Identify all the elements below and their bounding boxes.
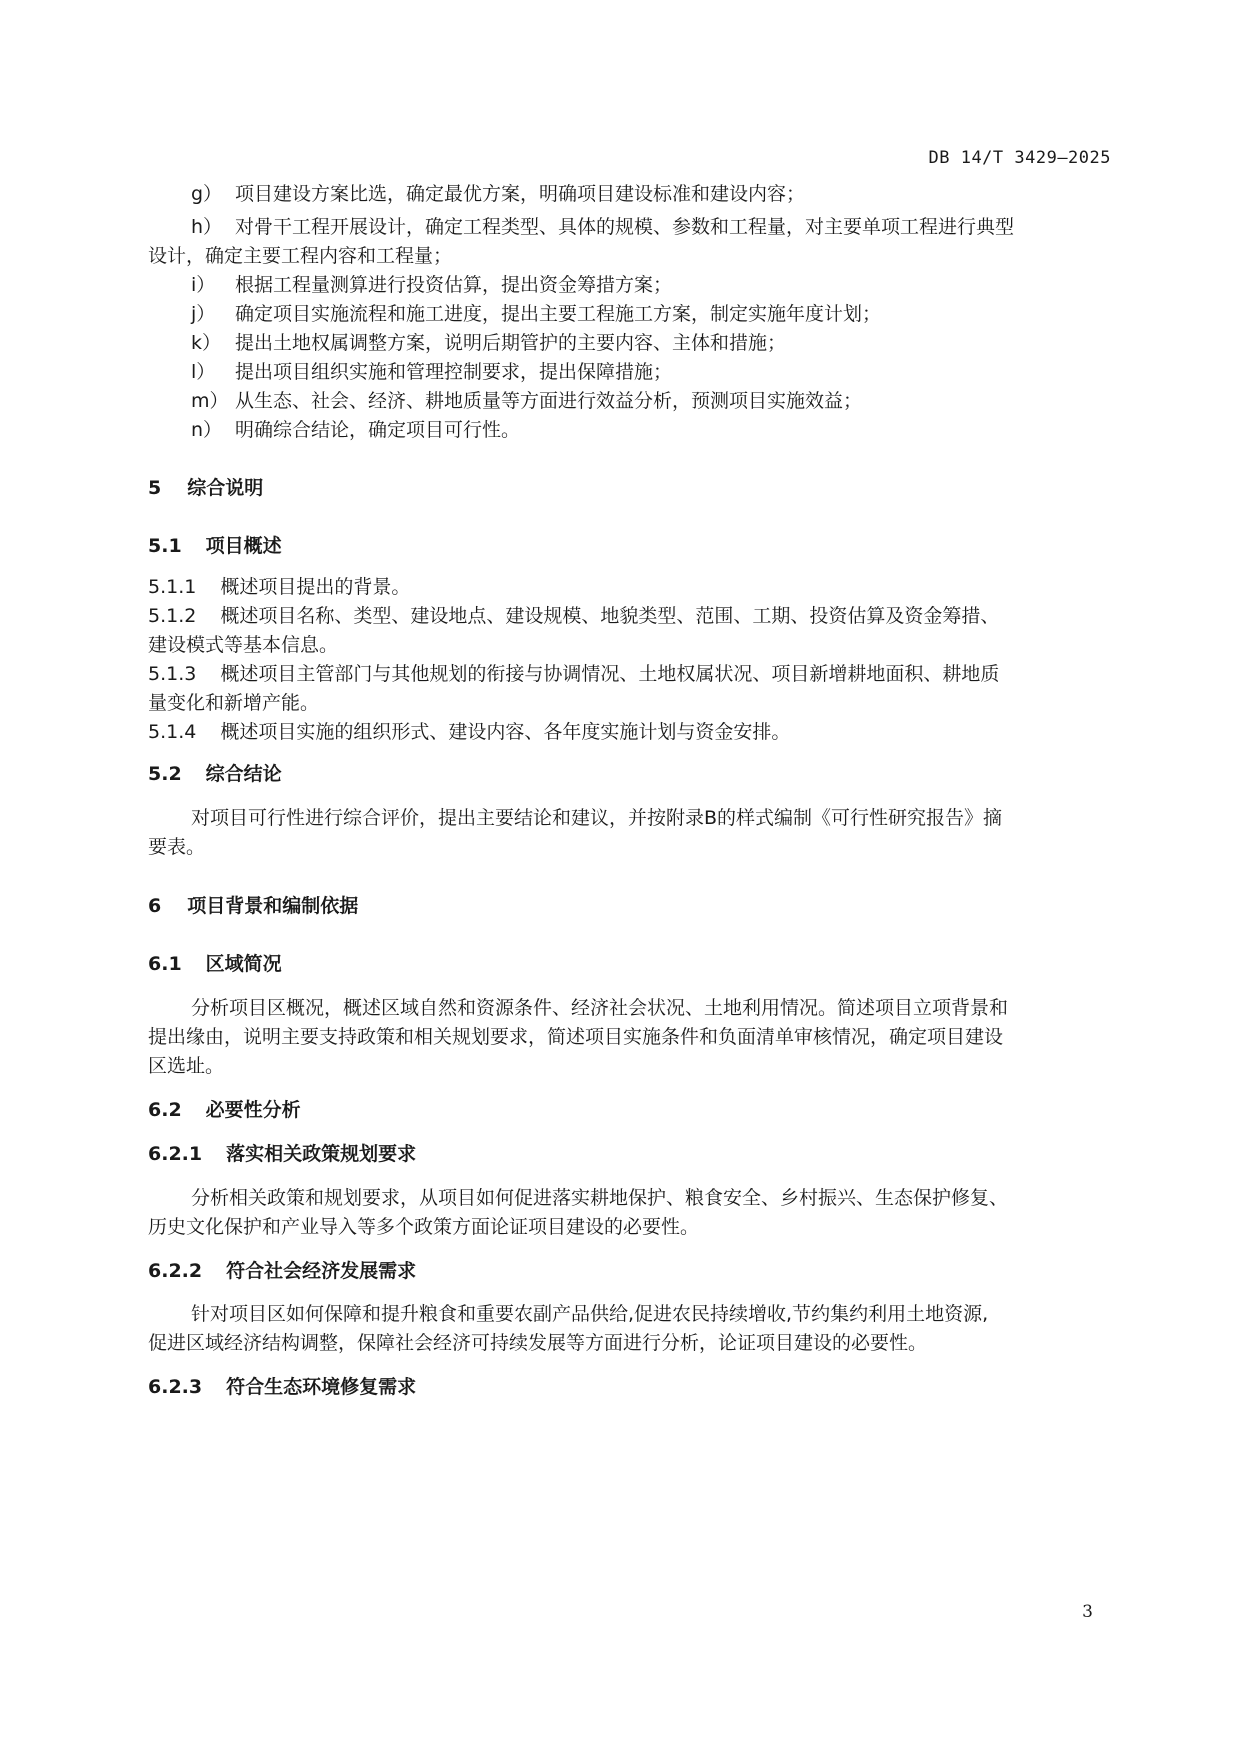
section-5-2-heading <box>148 762 1108 786</box>
clause-text: 概述项目实施的组织形式、建设内容、各年度实施计划与资金安排。 <box>220 721 791 743</box>
section-5-heading <box>148 476 1108 500</box>
list-text: 对骨干工程开展设计，确定工程类型、具体的规模、参数和工程量，对主要单项工程进行典型 <box>235 216 1015 238</box>
section-number: 6.2.2 <box>148 1260 203 1282</box>
list-item-h <box>191 215 1151 239</box>
list-item-i <box>191 273 1151 297</box>
section-6-1-heading <box>148 952 1108 976</box>
section-title: 区域简况 <box>205 953 282 975</box>
section-title: 符合社会经济发展需求 <box>226 1260 417 1282</box>
section-number: 6 <box>148 895 162 917</box>
section-6-2-3-heading <box>148 1375 1108 1399</box>
list-item-j <box>191 302 1151 326</box>
section-number: 6.2.3 <box>148 1376 203 1398</box>
clause-5-1-4 <box>148 720 1108 744</box>
list-item-k <box>191 331 1151 355</box>
list-text: 确定项目实施流程和施工进度，提出主要工程施工方案，制定实施年度计划； <box>235 303 882 325</box>
paragraph: 分析相关政策和规划要求，从项目如何促进落实耕地保护、粮食安全、乡村振兴、生态保护修复、 <box>191 1187 1009 1209</box>
clause-text: 概述项目主管部门与其他规划的衔接与协调情况、土地权属状况、项目新增耕地面积、耕地质 <box>220 663 1000 685</box>
section-title: 项目背景和编制依据 <box>187 895 359 917</box>
clause-number: 5.1.4 <box>148 721 197 743</box>
list-text: 项目建设方案比选，确定最优方案，明确项目建设标准和建设内容； <box>235 183 806 205</box>
section-title: 必要性分析 <box>205 1099 301 1121</box>
list-marker: j） <box>191 303 216 325</box>
clause-number: 5.1.1 <box>148 576 197 598</box>
list-text: 根据工程量测算进行投资估算，提出资金筹措方案； <box>235 274 673 296</box>
section-6-heading <box>148 894 1108 918</box>
clause-5-1-3-continuation: 量变化和新增产能。 <box>148 692 320 714</box>
paragraph: 分析项目区概况，概述区域自然和资源条件、经济社会状况、土地利用情况。简述项目立项背景和 <box>191 997 1009 1019</box>
paragraph: 针对项目区如何保障和提升粮食和重要农副产品供给,促进农民持续增收,节约集约利用土地资源, <box>191 1303 989 1325</box>
list-marker: i） <box>191 274 216 296</box>
paragraph-continuation: 区选址。 <box>148 1055 225 1077</box>
section-number: 6.1 <box>148 953 182 975</box>
clause-5-1-3 <box>148 662 1108 686</box>
list-marker: k） <box>191 332 222 354</box>
document-code: DB 14/T 3429—2025 <box>928 148 1111 168</box>
section-number: 6.2.1 <box>148 1143 203 1165</box>
section-6-2-heading <box>148 1098 1108 1122</box>
paragraph-continuation: 要表。 <box>148 836 206 858</box>
page-number: 3 <box>1082 1602 1093 1622</box>
section-number: 5 <box>148 477 162 499</box>
paragraph-continuation: 促进区域经济结构调整，保障社会经济可持续发展等方面进行分析，论证项目建设的必要性。 <box>148 1332 928 1354</box>
section-title: 符合生态环境修复需求 <box>226 1376 417 1398</box>
paragraph-continuation: 提出缘由，说明主要支持政策和相关规划要求，简述项目实施条件和负面清单审核情况，确定项目建设 <box>148 1026 1004 1048</box>
list-text: 提出土地权属调整方案，说明后期管护的主要内容、主体和措施； <box>235 332 787 354</box>
clause-text: 概述项目名称、类型、建设地点、建设规模、地貌类型、范围、工期、投资估算及资金筹措、 <box>220 605 1000 627</box>
list-item-h-continuation: 设计，确定主要工程内容和工程量； <box>148 245 453 267</box>
list-marker: g） <box>191 183 223 205</box>
section-number: 5.2 <box>148 763 182 785</box>
section-title: 综合结论 <box>205 763 282 785</box>
list-marker: n） <box>191 419 223 441</box>
section-title: 综合说明 <box>187 477 264 499</box>
list-marker: l） <box>191 361 216 383</box>
list-item-n <box>191 418 1151 442</box>
paragraph-continuation: 历史文化保护和产业导入等多个政策方面论证项目建设的必要性。 <box>148 1216 700 1238</box>
clause-number: 5.1.3 <box>148 663 197 685</box>
list-text: 明确综合结论，确定项目可行性。 <box>235 419 521 441</box>
section-number: 6.2 <box>148 1099 182 1121</box>
clause-5-1-2 <box>148 604 1108 628</box>
section-6-2-1-heading <box>148 1142 1108 1166</box>
paragraph: 对项目可行性进行综合评价，提出主要结论和建议，并按附录B的样式编制《可行性研究报告》摘 <box>191 807 1003 829</box>
clause-5-1-1 <box>148 575 1108 599</box>
section-number: 5.1 <box>148 535 182 557</box>
list-item-m <box>191 389 1151 413</box>
list-item-g <box>191 182 1151 206</box>
list-item-l <box>191 360 1151 384</box>
clause-5-1-2-continuation: 建设模式等基本信息。 <box>148 634 339 656</box>
clause-number: 5.1.2 <box>148 605 197 627</box>
list-marker: h） <box>191 216 223 238</box>
list-marker: m） <box>191 390 229 412</box>
section-title: 项目概述 <box>205 535 282 557</box>
list-text: 从生态、社会、经济、耕地质量等方面进行效益分析，预测项目实施效益； <box>235 390 863 412</box>
section-title: 落实相关政策规划要求 <box>226 1143 417 1165</box>
section-5-1-heading <box>148 534 1108 558</box>
list-text: 提出项目组织实施和管理控制要求，提出保障措施； <box>235 361 673 383</box>
clause-text: 概述项目提出的背景。 <box>220 576 411 598</box>
section-6-2-2-heading <box>148 1259 1108 1283</box>
